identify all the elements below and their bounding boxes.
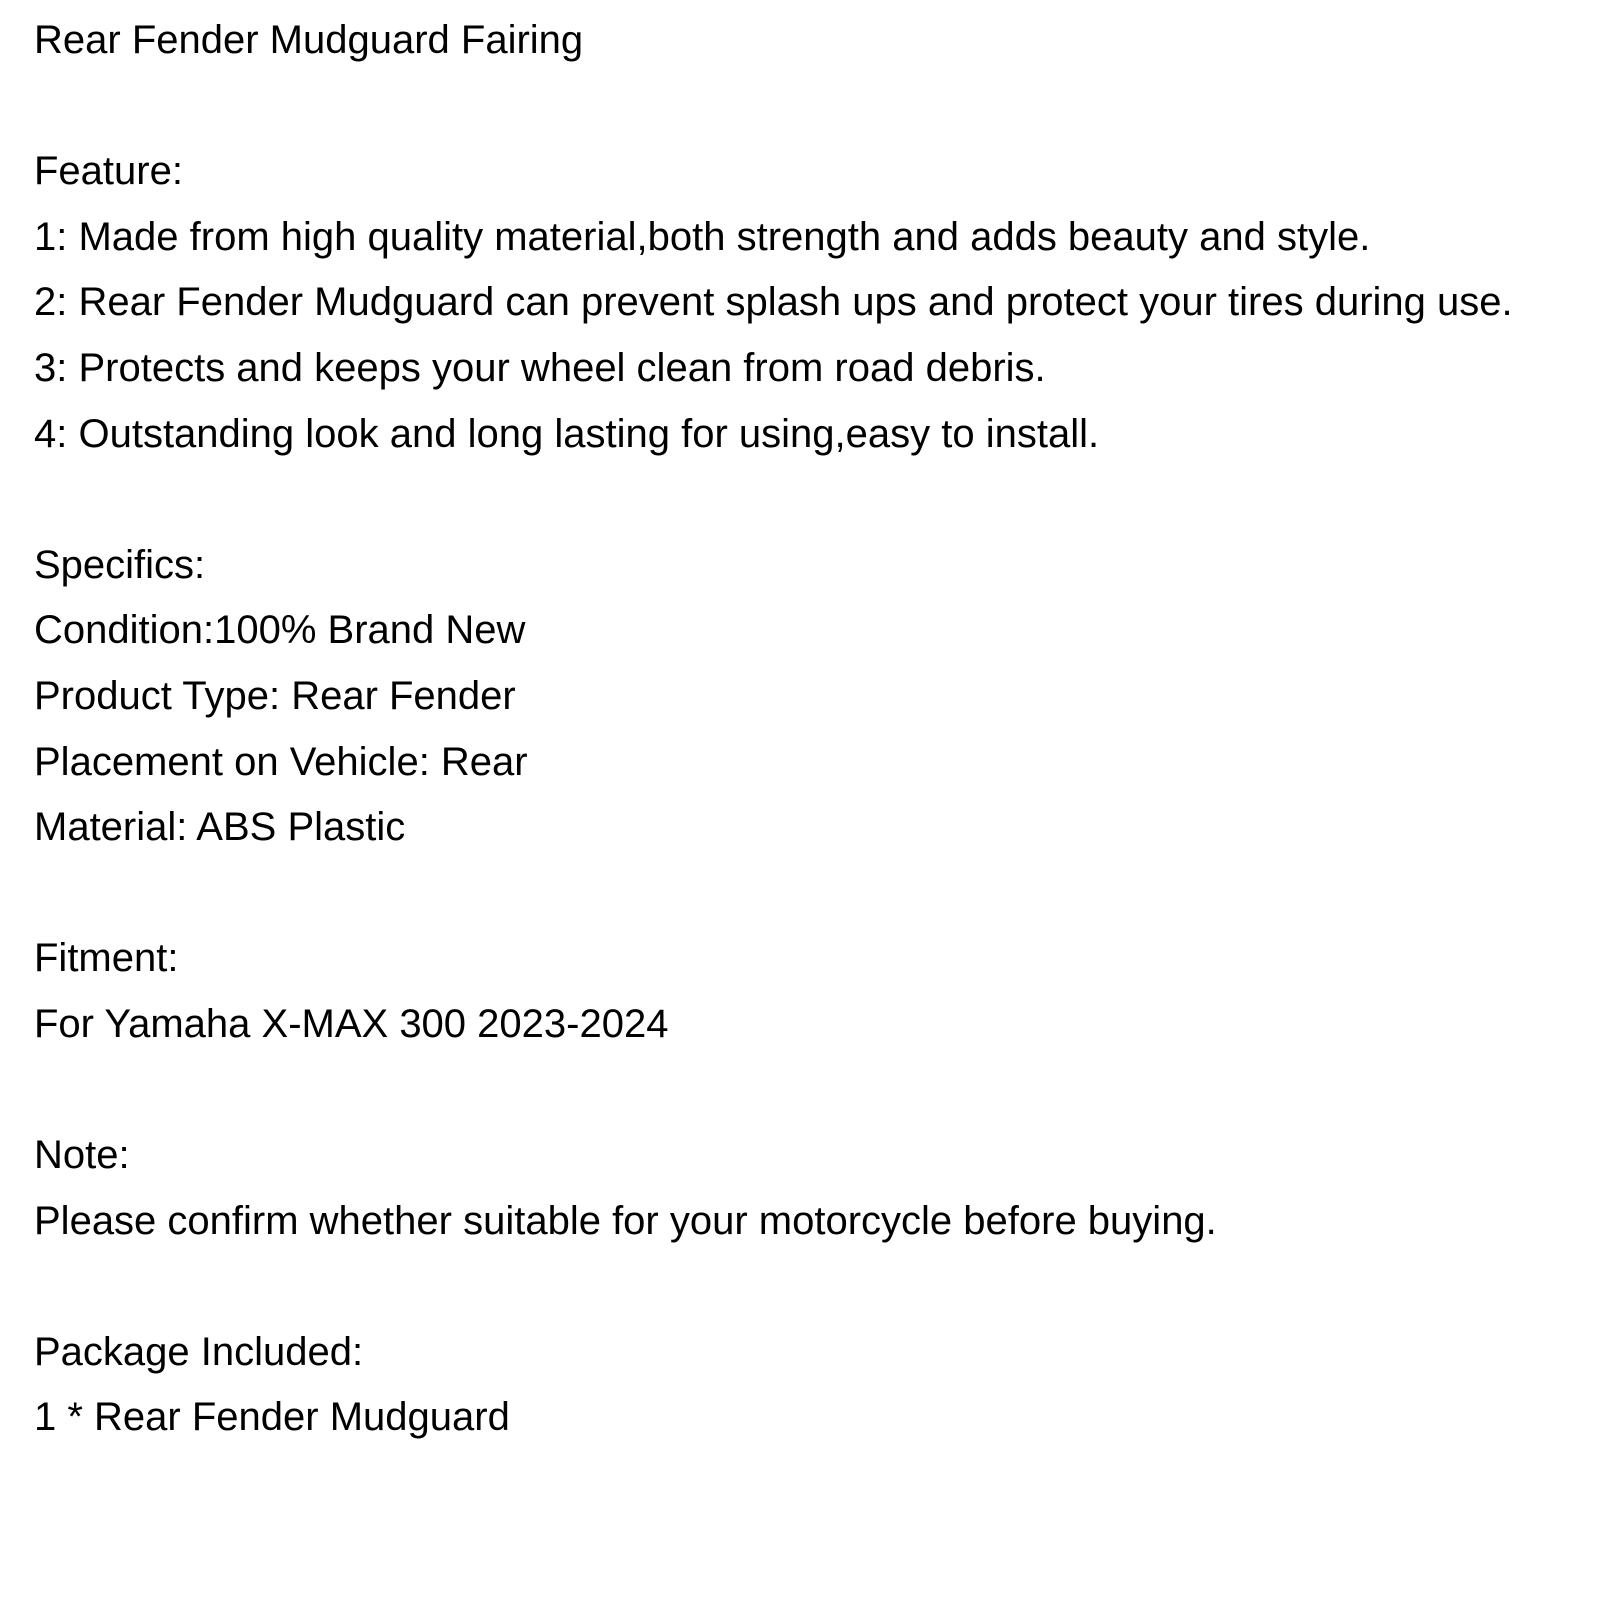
- note-section: [34, 1123, 1574, 1254]
- spacer: [34, 1058, 1574, 1124]
- fitment-heading: Fitment:: [34, 936, 179, 981]
- specifics-item: Product Type: Rear Fender: [34, 673, 516, 718]
- package-heading: Package Included:: [34, 1329, 364, 1374]
- specifics-heading: Specifics:: [34, 542, 206, 587]
- feature-heading: Feature:: [34, 149, 183, 194]
- feature-item: 1: Made from high quality material,both strength and adds beauty and style.: [34, 214, 1371, 259]
- fitment-section: [34, 926, 1574, 1057]
- specifics-item: Material: ABS Plastic: [34, 805, 406, 850]
- feature-section: [34, 139, 1574, 467]
- feature-item: 4: Outstanding look and long lasting for using,easy to install.: [34, 411, 1100, 456]
- note-heading: Note:: [34, 1133, 130, 1178]
- package-item: 1 * Rear Fender Mudguard: [34, 1395, 510, 1440]
- product-description: [34, 8, 1574, 1451]
- specifics-item: Condition:100% Brand New: [34, 608, 526, 653]
- page-title: Rear Fender Mudguard Fairing: [34, 18, 584, 62]
- feature-item: 3: Protects and keeps your wheel clean from road debris.: [34, 345, 1046, 390]
- spacer: [34, 74, 1574, 140]
- spacer: [34, 1254, 1574, 1320]
- specifics-item: Placement on Vehicle: Rear: [34, 739, 528, 784]
- specifics-section: [34, 533, 1574, 861]
- fitment-item: For Yamaha X-MAX 300 2023-2024: [34, 1001, 669, 1046]
- note-item: Please confirm whether suitable for your motorcycle before buying.: [34, 1198, 1217, 1243]
- spacer: [34, 861, 1574, 927]
- package-section: [34, 1320, 1574, 1451]
- spacer: [34, 467, 1574, 533]
- feature-item: 2: Rear Fender Mudguard can prevent splash ups and protect your tires during use.: [34, 280, 1513, 325]
